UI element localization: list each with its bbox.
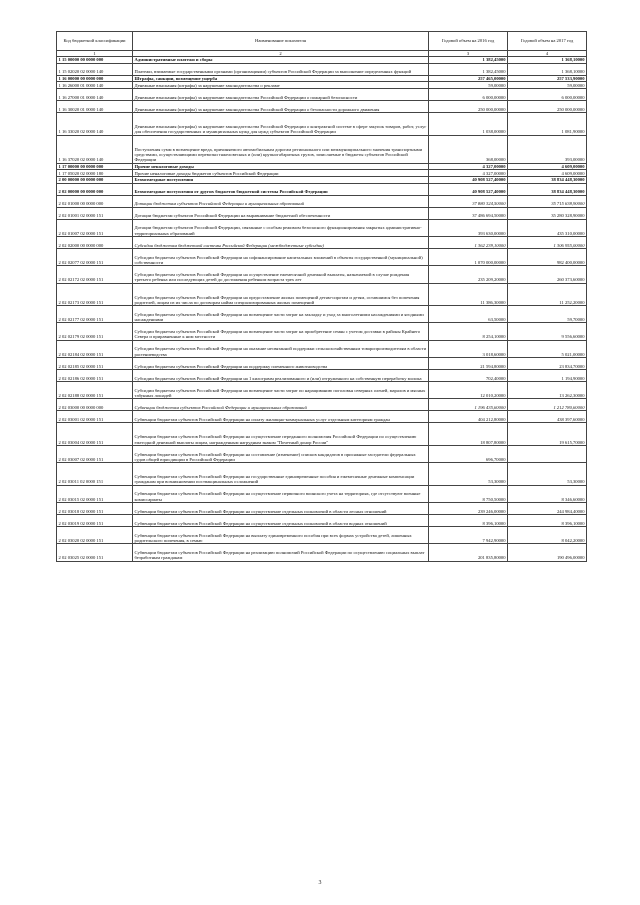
indicator-name-cell: Субсидии бюджетам субъектов Российской Федерации на 1 килограмм реализованного и (или) отгруженного на собственную переработку молока	[133, 369, 429, 381]
budget-document	[56, 31, 586, 562]
budget-code-cell: 2 02 02185 02 0000 151	[57, 357, 133, 369]
header-code: Код бюджетной классификации	[57, 32, 133, 51]
indicator-name-cell: Штрафы, санкции, возмещение ущерба	[133, 75, 429, 82]
budget-code-cell: 2 02 00000 00 0000 000	[57, 183, 133, 195]
table-row	[57, 207, 587, 219]
table-row	[57, 283, 587, 306]
amount-2017-cell: 244 984,40000	[508, 503, 587, 515]
budget-code-cell: 2 00 00000 00 0000 000	[57, 176, 133, 183]
column-index: 2	[133, 51, 429, 57]
indicator-name-cell: Дотации бюджетам субъектов Российской Федерации и муниципальных образований	[133, 195, 429, 207]
amount-2017-cell: 190 496,00000	[508, 544, 587, 561]
amount-2016-cell: 3 018,60000	[429, 340, 508, 357]
indicator-name-cell: Субвенции бюджетам субъектов Российской Федерации и муниципальных образований	[133, 399, 429, 411]
indicator-name-cell: Субвенции бюджетам субъектов Российской Федерации на осуществление отдельных полномочий в области водных отношений	[133, 515, 429, 527]
indicator-name-cell: Денежные взыскания (штрафы) за нарушение законодательства Российской Федерации о контрактной системе в сфере закупок товаров, работ, услуг для обеспечения государственных и муниципальных нужд для нужд субъектов Российской Федерации	[133, 113, 429, 136]
amount-2017-cell: 438 397,60000	[508, 411, 587, 423]
amount-2017-cell: 35 715 638,90000	[508, 195, 587, 207]
amount-2016-cell: 393 630,00000	[429, 219, 508, 236]
budget-code-cell: 2 02 03007 02 0000 151	[57, 445, 133, 462]
table-row	[57, 266, 587, 283]
amount-2017-cell: 4 609,00000	[508, 163, 587, 170]
table-row	[57, 183, 587, 195]
amount-2017-cell: 982 400,00000	[508, 248, 587, 265]
indicator-name-cell: Денежные взыскания (штрафы) за нарушение законодательства Российской Федерации о пожарной безопасности	[133, 89, 429, 101]
table-body	[57, 57, 587, 562]
indicator-name-cell: Административные платежи и сборы	[133, 57, 429, 64]
budget-code-cell: 1 16 37020 02 0000 140	[57, 135, 133, 163]
amount-2017-cell: 38 834 448,30000	[508, 176, 587, 183]
indicator-name-cell: Субсидии бюджетам бюджетной системы Российской Федерации (межбюджетные субсидии)	[133, 236, 429, 248]
indicator-name-cell: Субсидии бюджетам субъектов Российской Федерации на возмещение части затрат на приобретение семян с учетом доставки в районы Крайнего Севера и приравненные к ним местности	[133, 323, 429, 340]
amount-2017-cell: 393,00000	[508, 135, 587, 163]
indicator-name-cell: Прочие неналоговые доходы	[133, 163, 429, 170]
budget-code-cell: 2 02 03004 02 0000 151	[57, 423, 133, 446]
table-row	[57, 248, 587, 265]
indicator-name-cell: Платежи, взимаемые государственными органами (организациями) субъектов Российской Федерации за выполнение определенных функций	[133, 63, 429, 75]
budget-code-cell: 2 02 03011 02 0000 151	[57, 463, 133, 486]
amount-2017-cell: 8 396,10000	[508, 515, 587, 527]
table-row	[57, 113, 587, 136]
amount-2016-cell: 8 254,10000	[429, 323, 508, 340]
amount-2017-cell: 8 042,20000	[508, 527, 587, 544]
table-header-row	[57, 32, 587, 51]
table-row	[57, 323, 587, 340]
budget-code-cell: 2 02 03001 02 0000 151	[57, 411, 133, 423]
amount-2017-cell: 257 533,90000	[508, 75, 587, 82]
amount-2016-cell: 235 209,20000	[429, 266, 508, 283]
indicator-name-cell: Прочие неналоговые доходы бюджетов субъектов Российской Федерации	[133, 170, 429, 177]
amount-2016-cell: 18 807,80000	[429, 423, 508, 446]
amount-2017-cell: 6 000,00000	[508, 89, 587, 101]
amount-2016-cell: 1 038,00000	[429, 113, 508, 136]
page-number: 3	[318, 880, 322, 886]
amount-2016-cell: 239 246,00000	[429, 503, 508, 515]
table-row	[57, 485, 587, 502]
budget-code-cell: 2 02 02184 02 0000 151	[57, 340, 133, 357]
table-row	[57, 163, 587, 170]
amount-2016-cell: 6 000,00000	[429, 89, 508, 101]
amount-2017-cell: 9 556,60000	[508, 323, 587, 340]
table-row	[57, 75, 587, 82]
budget-code-cell: 2 02 02172 02 0000 151	[57, 266, 133, 283]
indicator-name-cell: Денежные взыскания (штрафы) за нарушение законодательства Российской Федерации о безопасности дорожного движения	[133, 101, 429, 113]
amount-2017-cell: 250 000,00000	[508, 101, 587, 113]
amount-2016-cell: 1 382,45000	[429, 63, 508, 75]
table-row	[57, 306, 587, 323]
indicator-name-cell: Субсидии бюджетам субъектов Российской Федерации на возмещение части затрат на закладку и уход за многолетними насаждениями и ягодными насаждениями	[133, 306, 429, 323]
table-row	[57, 57, 587, 64]
indicator-name-cell: Субвенции бюджетам субъектов Российской Федерации на осуществление отдельных полномочий в области лесных отношений	[133, 503, 429, 515]
budget-code-cell: 2 02 02186 02 0000 151	[57, 369, 133, 381]
amount-2016-cell: 8 396,10000	[429, 515, 508, 527]
amount-2016-cell: 4 327,00000	[429, 170, 508, 177]
table-row	[57, 445, 587, 462]
amount-2016-cell: 1 362 239,10000	[429, 236, 508, 248]
budget-code-cell: 2 02 03019 02 0000 151	[57, 515, 133, 527]
amount-2017-cell: 1 194,90000	[508, 369, 587, 381]
table-row	[57, 219, 587, 236]
table-row	[57, 544, 587, 561]
amount-2016-cell: 702,40000	[429, 369, 508, 381]
amount-2017-cell: 38 834 448,30000	[508, 183, 587, 195]
indicator-name-cell: Субсидии бюджетам субъектов Российской Федерации на оказание несвязанной поддержки сельскохозяйственным товаропроизводителям в области растениеводства	[133, 340, 429, 357]
budget-code-cell: 2 02 02077 02 0000 151	[57, 248, 133, 265]
table-row	[57, 236, 587, 248]
indicator-name-cell: Субвенции бюджетам субъектов Российской Федерации на реализацию полномочий Российской Федерации по осуществлению социальных выплат безработным гражданам	[133, 544, 429, 561]
column-index: 4	[508, 51, 587, 57]
amount-2016-cell: 368,00000	[429, 135, 508, 163]
budget-code-cell: 1 17 00000 00 0000 000	[57, 163, 133, 170]
table-row	[57, 357, 587, 369]
table-row	[57, 63, 587, 75]
table-row	[57, 135, 587, 163]
table-row	[57, 176, 587, 183]
budget-code-cell: 2 02 03025 02 0000 151	[57, 544, 133, 561]
amount-2016-cell: 7 942,90000	[429, 527, 508, 544]
amount-2016-cell: 21 594,80000	[429, 357, 508, 369]
table-row	[57, 515, 587, 527]
table-row	[57, 423, 587, 446]
amount-2016-cell: 257 465,00000	[429, 75, 508, 82]
budget-code-cell: 2 02 01000 00 0000 000	[57, 195, 133, 207]
amount-2016-cell: 201 835,80000	[429, 544, 508, 561]
table-row	[57, 399, 587, 411]
amount-2017-cell: 59,70000	[508, 306, 587, 323]
amount-2016-cell: 37 486 694,50000	[429, 207, 508, 219]
amount-2016-cell: 1 382,45000	[429, 57, 508, 64]
amount-2016-cell: 40 908 527,40000	[429, 183, 508, 195]
budget-code-cell: 2 02 02173 02 0000 151	[57, 283, 133, 306]
budget-code-cell: 1 16 27000 01 0000 140	[57, 89, 133, 101]
budget-code-cell: 2 02 03020 02 0000 151	[57, 527, 133, 544]
table-row	[57, 195, 587, 207]
header-name: Наименование показателя	[133, 32, 429, 51]
amount-2017-cell: 1 306 955,00000	[508, 236, 587, 248]
amount-2016-cell: 59,00000	[429, 82, 508, 89]
indicator-name-cell: Субвенции бюджетам субъектов Российской Федерации на государственные единовременные пособия и ежемесячные денежные компенсации гражданам при возникновении поствакцинальных осложнений	[133, 463, 429, 486]
amount-2017-cell	[508, 445, 587, 462]
amount-2017-cell: 8 346,60000	[508, 485, 587, 502]
indicator-name-cell: Дотации бюджетам субъектов Российской Федерации, связанные с особым режимом безопасного функционирования закрытых административно-территориальных образований	[133, 219, 429, 236]
table-row	[57, 503, 587, 515]
budget-code-cell: 1 17 05020 02 0000 180	[57, 170, 133, 177]
budget-code-cell: 2 02 02179 02 0000 151	[57, 323, 133, 340]
amount-2016-cell: 404 212,80000	[429, 411, 508, 423]
indicator-name-cell: Субвенции бюджетам субъектов Российской Федерации на выплату единовременного пособия при всех формах устройства детей, лишенных родительского попечения, в семью	[133, 527, 429, 544]
amount-2017-cell: 23 834,70000	[508, 357, 587, 369]
table-row	[57, 411, 587, 423]
indicator-name-cell: Субсидии бюджетам субъектов Российской Федерации на возмещение части затрат по наращиванию поголовья северных оленей, маралов и мясных табунных лошадей	[133, 381, 429, 398]
budget-code-cell: 2 02 01007 02 0000 151	[57, 219, 133, 236]
table-row	[57, 381, 587, 398]
amount-2016-cell: 11 386,30000	[429, 283, 508, 306]
budget-code-cell: 2 02 02188 02 0000 151	[57, 381, 133, 398]
table-row	[57, 82, 587, 89]
table-row	[57, 527, 587, 544]
budget-code-cell: 1 16 26000 01 0000 140	[57, 82, 133, 89]
budget-code-cell: 1 15 02020 02 0000 140	[57, 63, 133, 75]
table-row	[57, 369, 587, 381]
amount-2017-cell: 53,30000	[508, 463, 587, 486]
indicator-name-cell: Безвозмездные поступления от других бюджетов бюджетной системы Российской Федерации	[133, 183, 429, 195]
indicator-name-cell: Субсидии бюджетам субъектов Российской Федерации на поддержку племенного животноводства	[133, 357, 429, 369]
header-2016: Годовой объем на 2016 год	[429, 32, 508, 51]
budget-code-cell: 1 16 00000 00 0000 000	[57, 75, 133, 82]
amount-2017-cell: 1 081,90000	[508, 113, 587, 136]
budget-code-cell: 2 02 03018 02 0000 151	[57, 503, 133, 515]
budget-code-cell: 1 15 00000 00 0000 000	[57, 57, 133, 64]
indicator-name-cell: Поступления сумм в возмещение вреда, причиняемого автомобильным дорогам регионального или межмуниципального значения транспортными средствами, осуществляющими перевозки тяжеловесных и (или) крупногабаритных грузов, зачисляемые в бюджеты субъектов Российской Федерации	[133, 135, 429, 163]
table-row	[57, 463, 587, 486]
column-index: 1	[57, 51, 133, 57]
budget-code-cell: 2 02 03015 02 0000 151	[57, 485, 133, 502]
header-2017: Годовой объем на 2017 год	[508, 32, 587, 51]
budget-code-cell: 1 16 30020 01 0000 140	[57, 101, 133, 113]
table-row	[57, 89, 587, 101]
column-index: 3	[429, 51, 508, 57]
amount-2017-cell: 35 280 328,90000	[508, 207, 587, 219]
indicator-name-cell: Субвенции бюджетам субъектов Российской Федерации на осуществление переданного полномочия Российской Федерации по осуществлению ежегодной денежной выплаты лицам, награжденным нагрудным знаком "Почетный донор России"	[133, 423, 429, 446]
amount-2017-cell: 11 252,20000	[508, 283, 587, 306]
budget-code-cell: 2 02 02000 00 0000 000	[57, 236, 133, 248]
indicator-name-cell: Дотации бюджетам субъектов Российской Федерации на выравнивание бюджетной обеспеченности	[133, 207, 429, 219]
amount-2017-cell: 4 609,00000	[508, 170, 587, 177]
amount-2016-cell: 4 327,00000	[429, 163, 508, 170]
indicator-name-cell: Субсидии бюджетам субъектов Российской Федерации на осуществление ежемесячной денежной выплаты, назначаемой в случае рождения третьего ребенка или последующих детей до достижения ребенком возраста трех лет	[133, 266, 429, 283]
amount-2016-cell: 250 000,00000	[429, 101, 508, 113]
indicator-name-cell: Субвенции бюджетам субъектов Российской Федерации на осуществление первичного воинского учета на территориях, где отсутствуют военные комиссариаты	[133, 485, 429, 502]
indicator-name-cell: Субсидии бюджетам субъектов Российской Федерации на софинансирование капитальных вложений в объекты государственной (муниципальной) собственности	[133, 248, 429, 265]
amount-2017-cell: 1 212 780,60000	[508, 399, 587, 411]
budget-table	[56, 31, 587, 562]
amount-2017-cell: 5 021,00000	[508, 340, 587, 357]
amount-2016-cell: 696,70000	[429, 445, 508, 462]
amount-2016-cell: 53,30000	[429, 463, 508, 486]
budget-code-cell: 2 02 02177 02 0000 151	[57, 306, 133, 323]
amount-2017-cell: 19 615,70000	[508, 423, 587, 446]
amount-2017-cell: 435 310,00000	[508, 219, 587, 236]
budget-code-cell: 2 02 03000 00 0000 000	[57, 399, 133, 411]
amount-2016-cell: 1 070 000,00000	[429, 248, 508, 265]
indicator-name-cell: Субвенции бюджетам субъектов Российской Федерации на составление (изменение) списков кандидатов в присяжные заседатели федеральных судов общей юрисдикции в Российской Федерации	[133, 445, 429, 462]
budget-code-cell: 2 02 01001 02 0000 151	[57, 207, 133, 219]
amount-2016-cell: 12 010,20000	[429, 381, 508, 398]
table-row	[57, 101, 587, 113]
table-row	[57, 340, 587, 357]
amount-2017-cell: 59,00000	[508, 82, 587, 89]
amount-2017-cell: 1 368,10000	[508, 57, 587, 64]
amount-2016-cell: 63,50000	[429, 306, 508, 323]
amount-2017-cell: 1 368,10000	[508, 63, 587, 75]
amount-2017-cell: 13 262,30000	[508, 381, 587, 398]
indicator-name-cell: Субвенции бюджетам субъектов Российской Федерации на оплату жилищно-коммунальных услуг отдельным категориям граждан	[133, 411, 429, 423]
amount-2016-cell: 8 750,50000	[429, 485, 508, 502]
amount-2016-cell: 37 880 324,50000	[429, 195, 508, 207]
indicator-name-cell: Субсидии бюджетам субъектов Российской Федерации на предоставление жилых помещений детям-сиротам и детям, оставшимся без попечения родителей, лицам из их числа по договорам найма специализированных жилых помещений	[133, 283, 429, 306]
amount-2016-cell: 40 908 527,40000	[429, 176, 508, 183]
indicator-name-cell: Денежные взыскания (штрафы) за нарушение законодательства о рекламе	[133, 82, 429, 89]
budget-code-cell: 1 16 33020 02 0000 140	[57, 113, 133, 136]
amount-2017-cell: 260 373,60000	[508, 266, 587, 283]
amount-2016-cell: 1 196 435,60000	[429, 399, 508, 411]
indicator-name-cell: Безвозмездные поступления	[133, 176, 429, 183]
table-row	[57, 170, 587, 177]
